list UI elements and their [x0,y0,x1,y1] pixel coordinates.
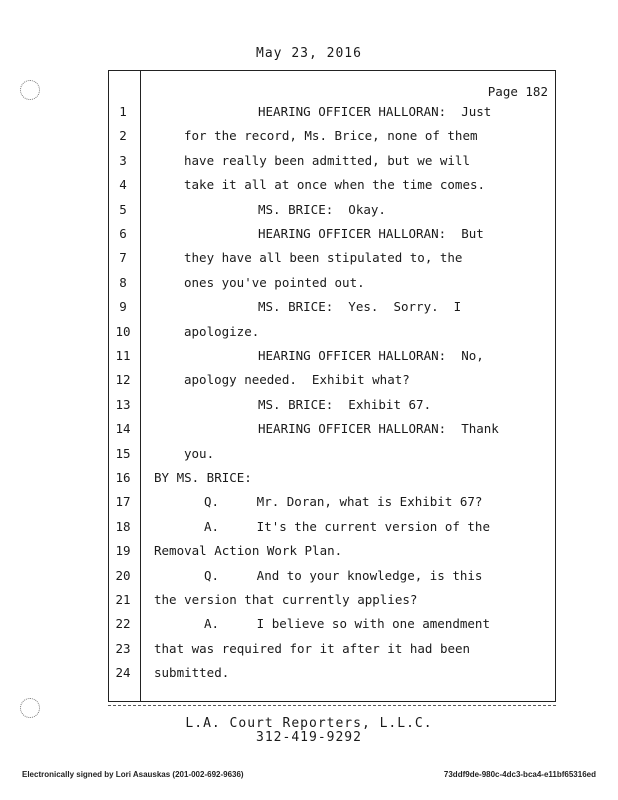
line-text: that was required for it after it had been [154,640,471,656]
line-number: 16 [115,470,131,485]
line-number: 2 [119,128,127,144]
transcript-line [108,519,556,541]
line-number: 19 [115,543,131,559]
line-text: for the record, Ms. Brice, none of them [184,128,478,144]
transcript-line [108,616,556,638]
line-number: 23 [115,640,131,656]
line-text: Q. And to your knowledge, is this [204,567,483,583]
line-text: A. I believe so with one amendment [204,616,490,632]
line-text: MS. BRICE: Exhibit 67. [258,396,432,412]
line-number: 7 [119,250,127,266]
line-number: 5 [119,201,127,217]
line-text: MS. BRICE: Yes. Sorry. I [258,299,462,315]
line-number: 15 [115,445,131,461]
line-number: 1 [119,104,127,119]
document-id: 73ddf9de-980c-4dc3-bca4-e11bf65316ed [443,770,596,779]
line-text: ones you've pointed out. [184,274,365,290]
line-text: apology needed. Exhibit what? [184,372,410,388]
line-text: Removal Action Work Plan. [154,543,343,559]
transcript-line [108,226,556,248]
line-number: 22 [115,616,131,632]
line-text: A. It's the current version of the [204,518,490,534]
transcript-line [108,275,556,297]
frame-bottom-rule [108,705,556,706]
line-text: HEARING OFFICER HALLORAN: No, [258,348,484,363]
transcript-line [108,372,556,394]
transcript-line [108,250,556,272]
line-text: HEARING OFFICER HALLORAN: Just [258,104,492,119]
line-text: submitted. [154,665,230,681]
transcript-line [108,324,556,346]
transcript-line [108,641,556,663]
line-number: 8 [119,274,127,290]
punch-hole-top [20,80,40,100]
transcript-line [108,470,556,492]
line-text: MS. BRICE: Okay. [258,201,386,217]
line-number: 17 [115,494,131,510]
transcript-line [108,128,556,150]
line-number: 4 [119,177,127,193]
line-text: take it all at once when the time comes. [184,177,486,193]
line-number: 13 [115,396,131,412]
line-text: HEARING OFFICER HALLORAN: Thank [258,421,499,437]
line-number: 21 [115,592,131,607]
line-number: 20 [115,567,131,583]
transcript-line [108,494,556,516]
line-text: apologize. [184,323,260,339]
reporter-phone: 312-419-9292 [256,730,362,745]
line-number: 10 [115,323,131,339]
line-number: 9 [119,299,127,315]
electronic-signature: Electronically signed by Lori Asauskas (201-002-692-9636) [22,770,244,779]
line-text: Q. Mr. Doran, what is Exhibit 67? [204,494,483,510]
page-number: Page 182 [487,84,548,99]
transcript-line [108,421,556,443]
line-number: 11 [115,348,131,363]
reporter-company: L.A. Court Reporters, L.L.C. [185,716,433,731]
line-number: 6 [119,226,127,241]
transcript-line [108,177,556,199]
transcript-line [108,592,556,614]
transcript-line [108,153,556,175]
transcript-line [108,568,556,590]
line-text: have really been admitted, but we will [184,152,470,168]
line-text: they have all been stipulated to, the [184,250,463,266]
line-text: you. [184,445,215,461]
transcript-line [108,665,556,687]
punch-hole-bottom [20,698,40,718]
line-number: 12 [115,372,131,388]
transcript-line [108,299,556,321]
transcript-line [108,202,556,224]
transcript-line [108,348,556,370]
transcript-line [108,543,556,565]
line-number: 18 [115,518,131,534]
transcript-line [108,397,556,419]
transcript-line [108,104,556,126]
line-number: 24 [115,665,131,681]
line-text: the version that currently applies? [154,592,418,607]
line-number: 14 [115,421,131,437]
line-text: HEARING OFFICER HALLORAN: But [258,226,484,241]
transcript-line [108,446,556,468]
transcript-date: May 23, 2016 [256,46,362,61]
line-number: 3 [119,152,127,168]
line-text: BY MS. BRICE: [154,470,252,485]
